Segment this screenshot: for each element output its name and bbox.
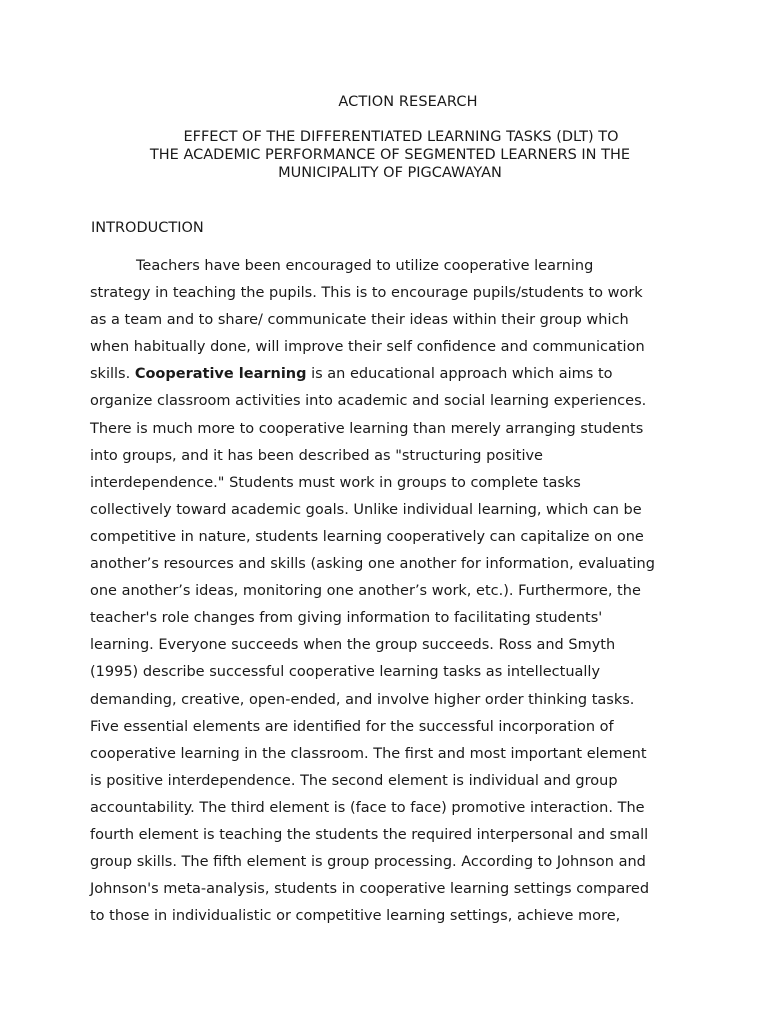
paragraph-line: teacher's role changes from giving information to facilitating students' (90, 610, 603, 627)
paragraph-line: is positive interdependence. The second element is individual and group (90, 772, 618, 789)
introduction-paragraph (90, 253, 690, 930)
paragraph-line: organize classroom activities into academic and social learning experiences. (90, 393, 647, 410)
document-title (90, 128, 690, 182)
paragraph-line: fourth element is teaching the students the required interpersonal and small (90, 826, 649, 843)
paragraph-line: (1995) describe successful cooperative learning tasks as intellectually (90, 664, 601, 681)
paragraph-line: strategy in teaching the pupils. This is to encourage pupils/students to work (90, 285, 643, 302)
paragraph-line: as a team and to share/ communicate their ideas within their group which (90, 312, 629, 329)
paragraph-line (90, 361, 690, 388)
bold-term: Cooperative learning (134, 366, 307, 383)
paragraph-text-segment: is an educational approach which aims to (306, 366, 613, 383)
section-heading-introduction: INTRODUCTION (91, 220, 204, 236)
paragraph-line: collectively toward academic goals. Unlike individual learning, which can be (90, 501, 642, 518)
paragraph-line: when habitually done, will improve their self confidence and communication (90, 339, 645, 356)
paragraph-line: There is much more to cooperative learning than merely arranging students (90, 420, 644, 437)
paragraph-text-segment: skills. (90, 366, 135, 383)
paragraph-line: interdependence." Students must work in groups to complete tasks (90, 474, 581, 491)
title-line: MUNICIPALITY OF PIGCAWAYAN (278, 165, 502, 181)
paragraph-line: demanding, creative, open-ended, and involve higher order thinking tasks. (90, 691, 635, 708)
paragraph-line: into groups, and it has been described as "structuring positive (90, 447, 543, 464)
paragraph-line: Five essential elements are identified for the successful incorporation of (90, 718, 614, 735)
title-line: EFFECT OF THE DIFFERENTIATED LEARNING TASKS (DLT) TO (183, 129, 619, 145)
paragraph-line: Johnson's meta-analysis, students in cooperative learning settings compared (90, 881, 650, 898)
paragraph-line: learning. Everyone succeeds when the group succeeds. Ross and Smyth (90, 637, 616, 654)
paragraph-line: cooperative learning in the classroom. The first and most important element (90, 745, 647, 762)
paragraph-line: competitive in nature, students learning cooperatively can capitalize on one (90, 528, 644, 545)
title-line: THE ACADEMIC PERFORMANCE OF SEGMENTED LEARNERS IN THE (149, 147, 631, 163)
paragraph-line: another’s resources and skills (asking one another for information, evaluating (90, 556, 655, 573)
paragraph-line: Teachers have been encouraged to utilize cooperative learning (136, 258, 594, 274)
paragraph-line: one another’s ideas, monitoring one another’s work, etc.). Furthermore, the (90, 583, 641, 600)
paragraph-line: accountability. The third element is (face to face) promotive interaction. The (90, 799, 645, 816)
paragraph-line: to those in individualistic or competitive learning settings, achieve more, (90, 908, 621, 925)
document-type-heading: ACTION RESEARCH (338, 94, 478, 110)
paragraph-line: group skills. The fifth element is group processing. According to Johnson and (90, 854, 646, 871)
